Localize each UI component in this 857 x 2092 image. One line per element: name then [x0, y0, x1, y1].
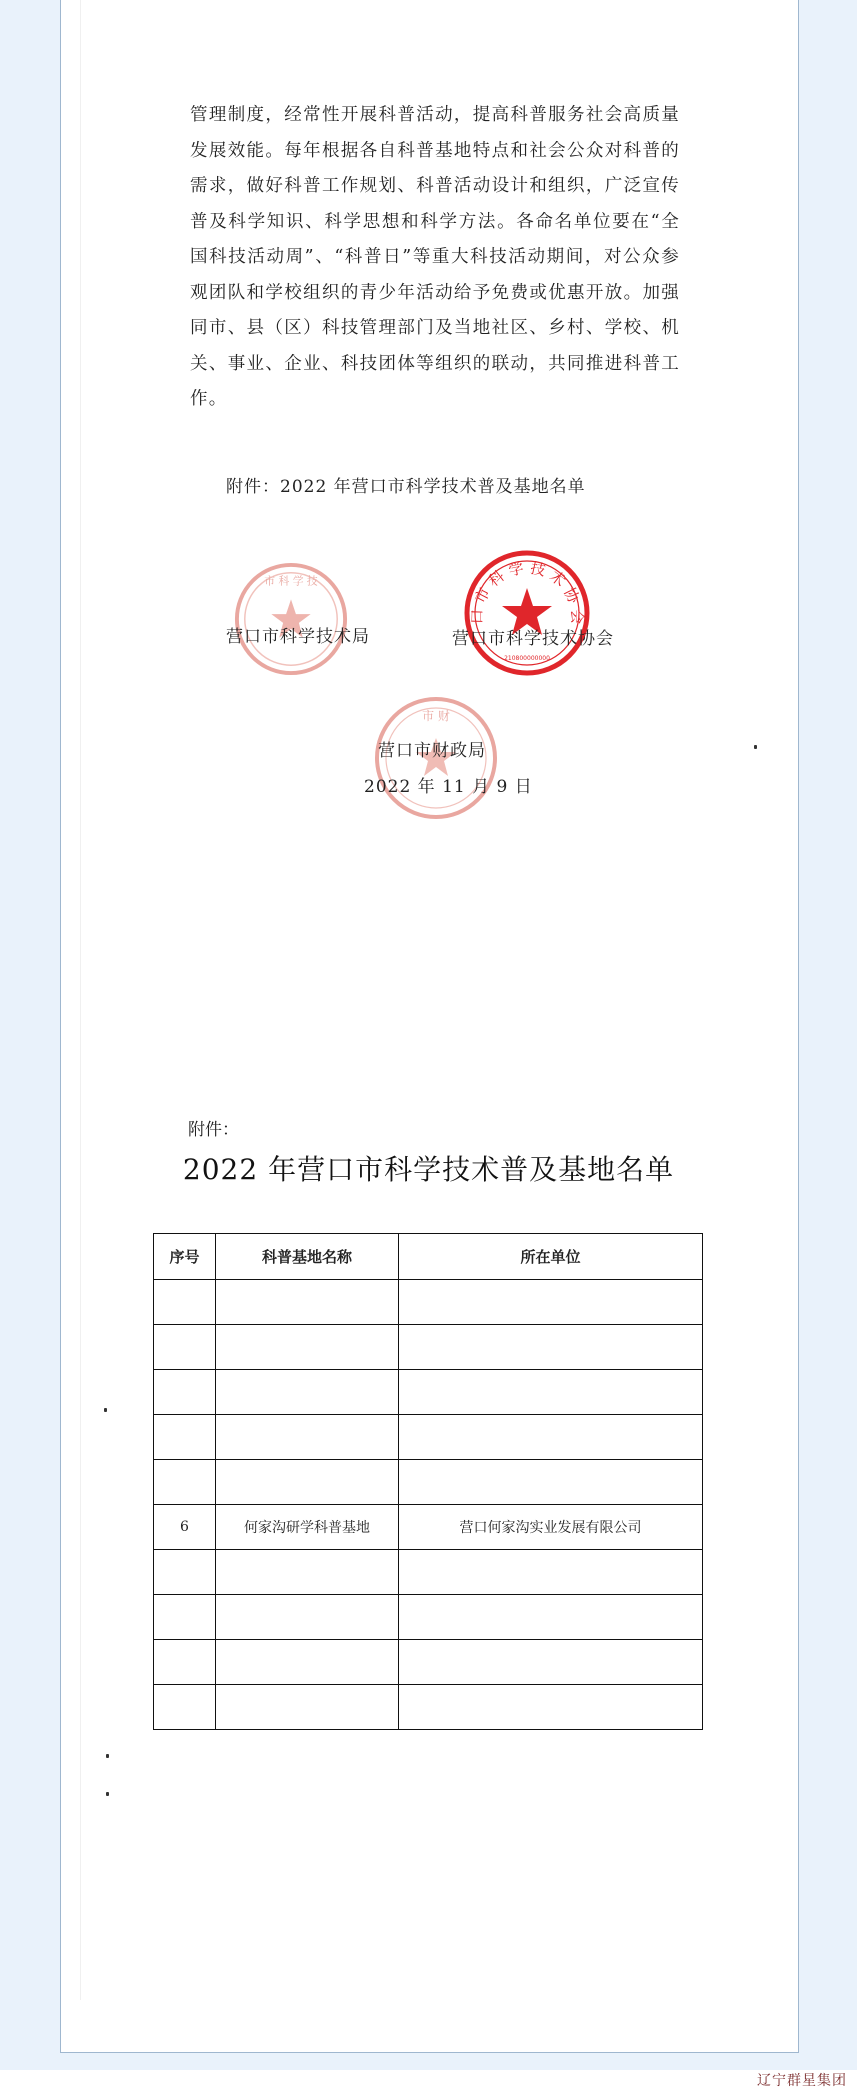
scan-speck — [754, 745, 757, 749]
body-paragraph: 管理制度，经常性开展科普活动，提高科普服务社会高质量发展效能。每年根据各自科普基地特点和社会公众对科普的需求，做好科普工作规划、科普活动设计和组织，广泛宣传普及科学知识、科学思想和科学方法。各命名单位要在“全国科技活动周”、“科普日”等重大科技活动期间，对公众参观团队和学校组织的青少年活动给予免费或优惠开放。加强同市、县（区）科技管理部门及当地社区、乡村、学校、机关、事业、企业、科技团体等组织的联动，共同推进科普工作。 — [190, 105, 680, 409]
cell-unit — [399, 1595, 703, 1640]
cell-unit: 营口何家沟实业发展有限公司 — [399, 1505, 703, 1550]
svg-text:市 财: 市 财 — [422, 709, 450, 723]
scan-speck — [106, 1754, 109, 1758]
cell-unit — [399, 1460, 703, 1505]
cell-name — [216, 1550, 399, 1595]
cell-name — [216, 1640, 399, 1685]
org-name-finance-bureau: 营口市财政局 — [378, 741, 486, 761]
org-name-science-bureau: 营口市科学技术局 — [226, 627, 370, 647]
table-row — [154, 1460, 703, 1505]
cell-index: 6 — [154, 1505, 216, 1550]
page-fold-line — [80, 0, 81, 2000]
svg-text:210800000000: 210800000000 — [504, 655, 550, 662]
cell-name — [216, 1460, 399, 1505]
signature-date: 2022 年 11 月 9 日 — [364, 777, 533, 797]
scan-speck — [104, 1408, 107, 1412]
cell-name — [216, 1325, 399, 1370]
cell-index — [154, 1415, 216, 1460]
org-name-science-association: 营口市科学技术协会 — [452, 629, 614, 649]
header-index: 序号 — [154, 1234, 216, 1280]
table-row — [154, 1595, 703, 1640]
cell-unit — [399, 1685, 703, 1730]
table-row — [154, 1280, 703, 1325]
cell-name — [216, 1280, 399, 1325]
cell-unit — [399, 1415, 703, 1460]
header-base-name: 科普基地名称 — [216, 1234, 399, 1280]
table-row — [154, 1550, 703, 1595]
table-row — [154, 1415, 703, 1460]
cell-index — [154, 1460, 216, 1505]
table-row — [154, 1685, 703, 1730]
cell-unit — [399, 1550, 703, 1595]
svg-text:口 市 科 学 技 术 协 会: 口 市 科 学 技 术 协 会 — [467, 558, 587, 625]
cell-name — [216, 1595, 399, 1640]
cell-index — [154, 1685, 216, 1730]
cell-name — [216, 1685, 399, 1730]
table-row — [154, 1640, 703, 1685]
table-row — [154, 1325, 703, 1370]
table-row — [154, 1370, 703, 1415]
cell-unit — [399, 1640, 703, 1685]
cell-index — [154, 1280, 216, 1325]
cell-name: 何家沟研学科普基地 — [216, 1505, 399, 1550]
cell-index — [154, 1370, 216, 1415]
cell-index — [154, 1325, 216, 1370]
cell-unit — [399, 1370, 703, 1415]
seal-science-bureau — [232, 560, 350, 678]
science-base-table — [153, 1233, 703, 1730]
cell-index — [154, 1595, 216, 1640]
cell-index — [154, 1640, 216, 1685]
header-unit: 所在单位 — [399, 1234, 703, 1280]
cell-unit — [399, 1325, 703, 1370]
svg-text:市 科 学 技: 市 科 学 技 — [264, 574, 318, 588]
list-title: 2022 年营口市科学技术普及基地名单 — [182, 1153, 675, 1186]
cell-unit — [399, 1280, 703, 1325]
source-watermark: 辽宁群星集团 — [757, 2073, 847, 2089]
table-row — [154, 1505, 703, 1550]
table-header-row — [154, 1234, 703, 1280]
attachment-label: 附件： — [188, 1120, 239, 1140]
attachment-reference: 附件：2022 年营口市科学技术普及基地名单 — [226, 477, 586, 497]
cell-index — [154, 1550, 216, 1595]
seal-science-association — [462, 548, 592, 678]
cell-name — [216, 1370, 399, 1415]
cell-name — [216, 1415, 399, 1460]
scan-speck — [106, 1792, 109, 1796]
